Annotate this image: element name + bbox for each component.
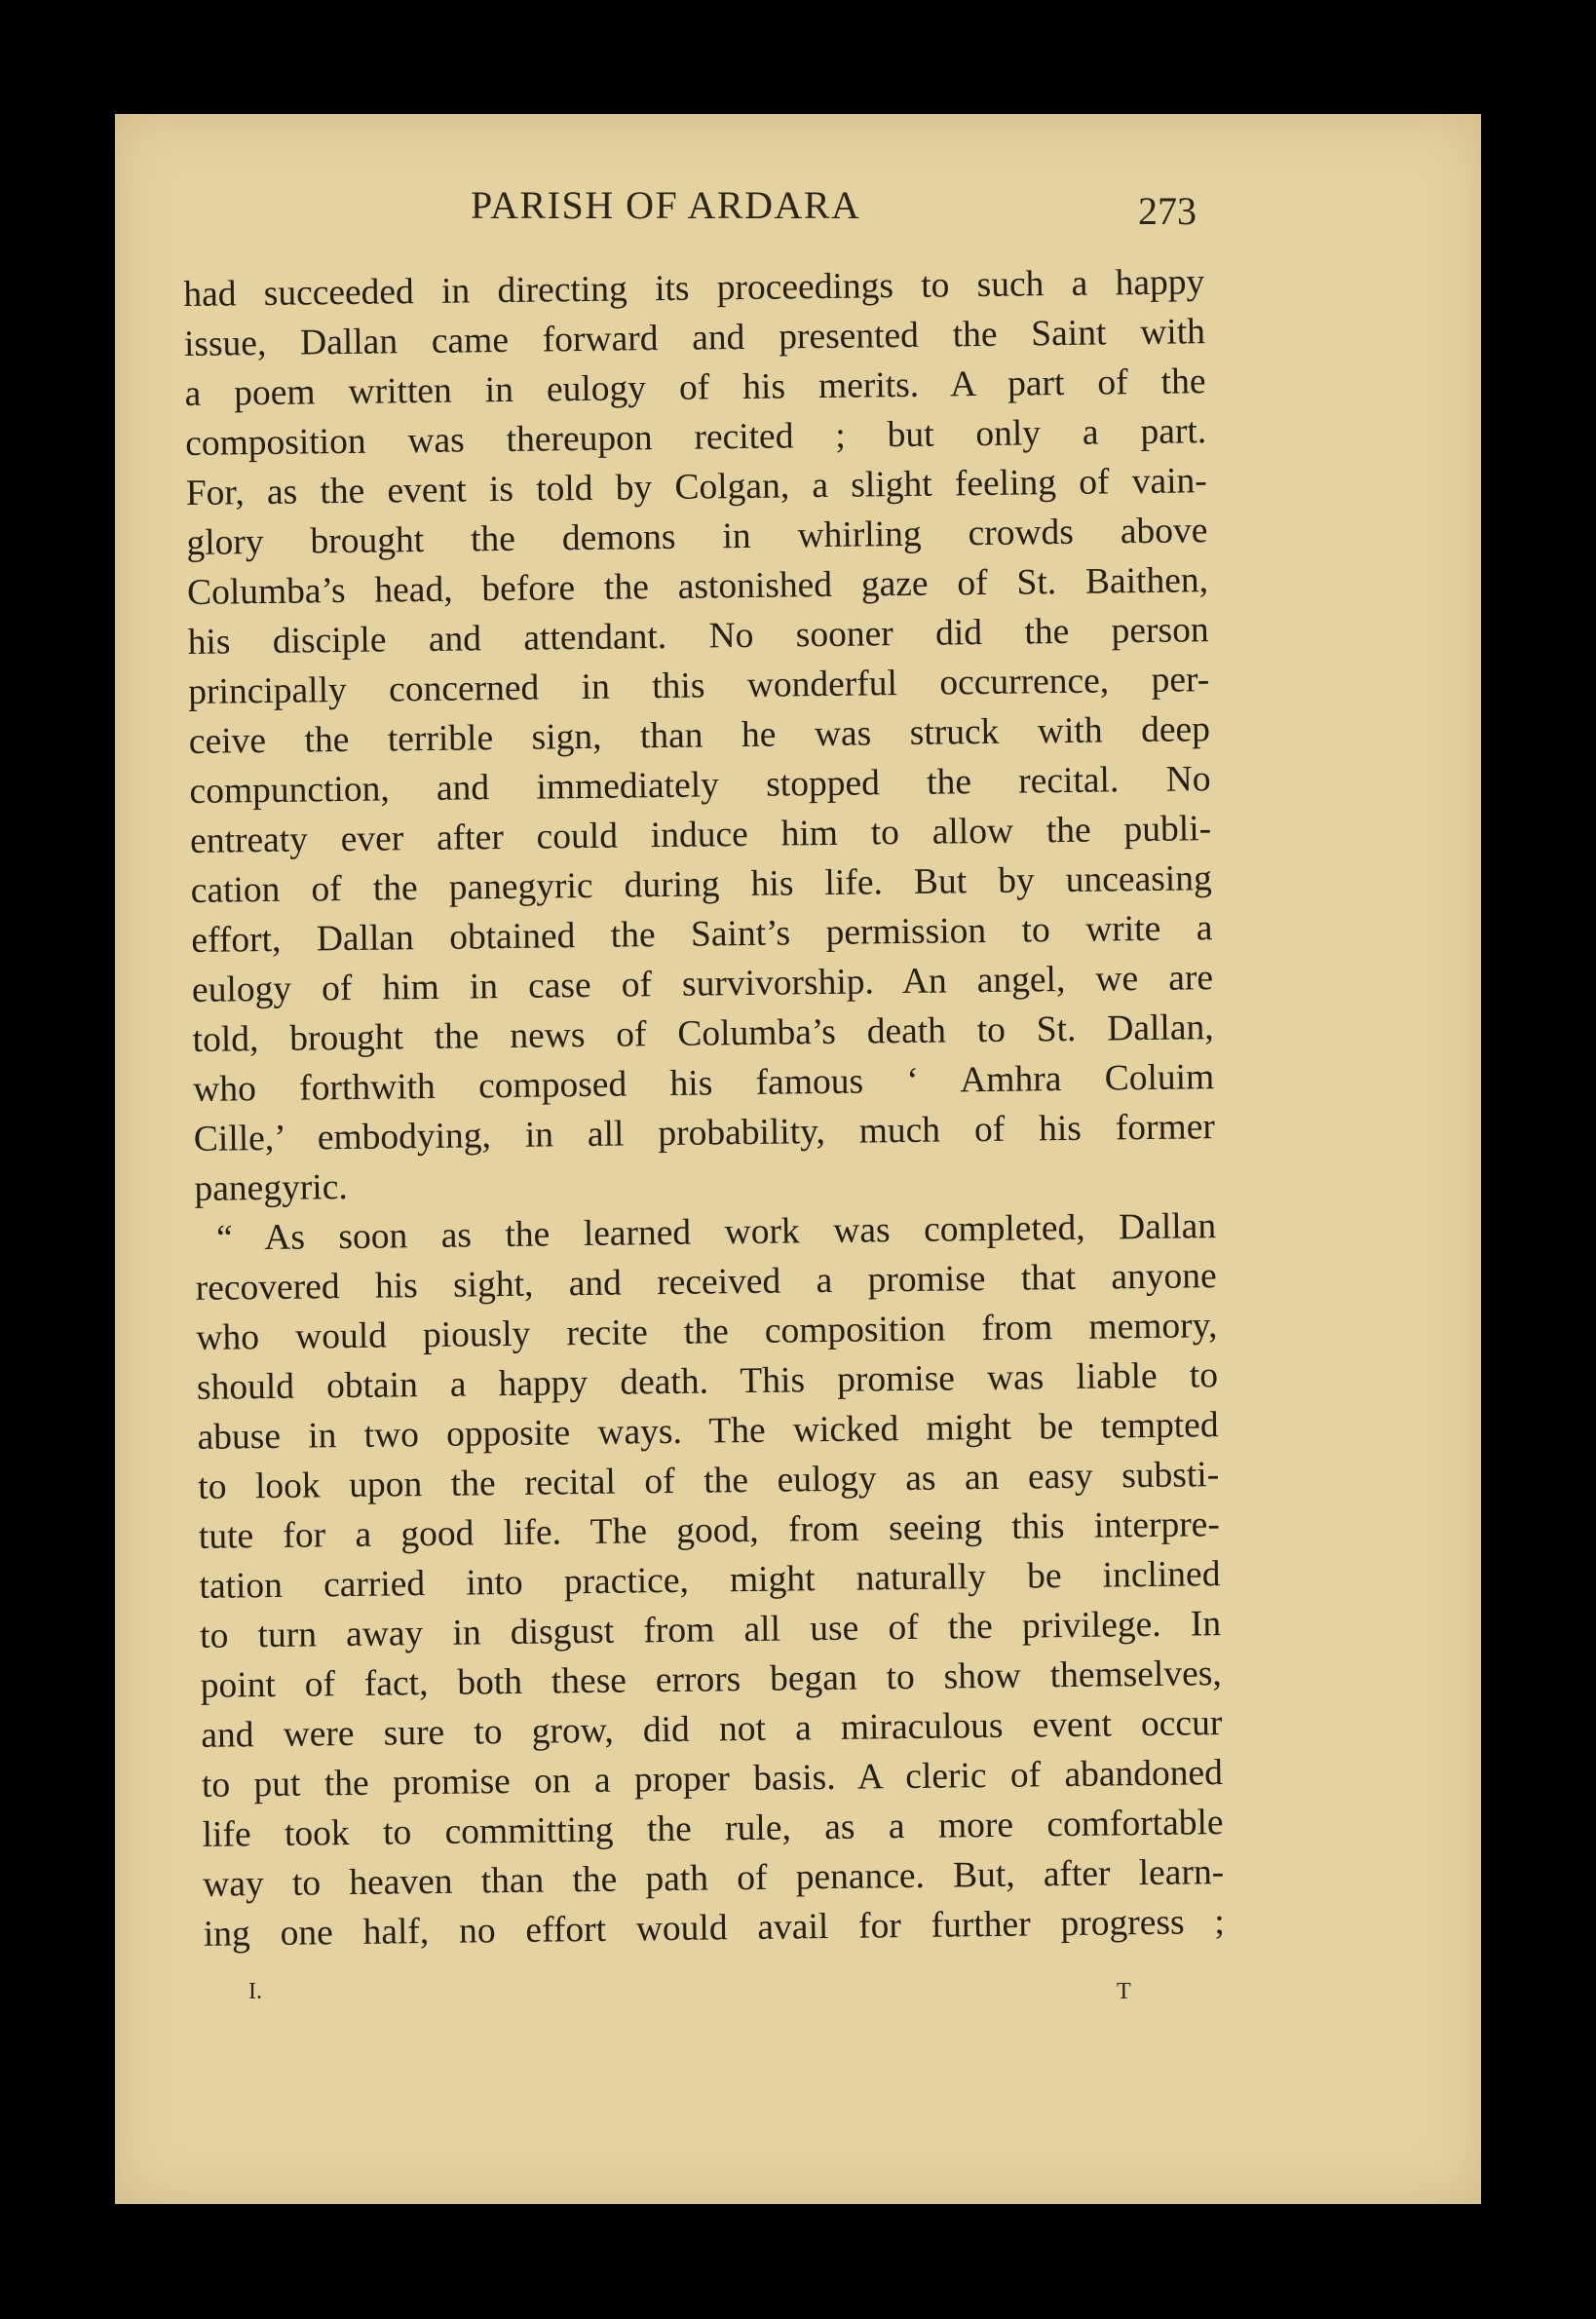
text-line: compunction, and immediately stopped the recital. No bbox=[189, 759, 1211, 812]
text-line: eulogy of him in case of survivorship. An angel, we are bbox=[191, 958, 1214, 1010]
text-line: tation carried into practice, might naturally be inclined bbox=[199, 1554, 1221, 1607]
text-line: “ As soon as the learned work was completed, Dallan bbox=[215, 1206, 1217, 1259]
text-line: abuse in two opposite ways. The wicked might be tempted bbox=[197, 1405, 1219, 1458]
text-line: recovered his sight, and received a promise that anyone bbox=[195, 1256, 1217, 1309]
text-line: should obtain a happy death. This promise was liable to bbox=[196, 1355, 1219, 1408]
page-header bbox=[115, 182, 1481, 241]
text-line: to turn away in disgust from all use of the privilege. In bbox=[199, 1604, 1222, 1656]
text-line: a poem written in eulogy of his merits. A part of the bbox=[184, 361, 1206, 414]
text-line: way to heaven than the path of penance. But, after learn- bbox=[202, 1852, 1225, 1905]
text-line: had succeeded in directing its proceedings to such a happy bbox=[183, 262, 1205, 315]
page-number: 273 bbox=[1138, 189, 1197, 233]
text-line: to look upon the recital of the eulogy as an easy substi- bbox=[198, 1455, 1220, 1507]
signature-mark-right: T bbox=[1117, 1979, 1131, 2004]
text-line: panegyric. bbox=[194, 1167, 348, 1209]
text-line: his disciple and attendant. No sooner did the person bbox=[187, 610, 1209, 663]
running-title: PARISH OF ARDARA bbox=[471, 183, 861, 227]
signature-mark-left: I. bbox=[248, 1979, 262, 2004]
text-line: issue, Dallan came forward and presented the Saint with bbox=[183, 312, 1206, 364]
text-line: and were sure to grow, did not a miraculous event occur bbox=[201, 1703, 1223, 1756]
text-line: who would piously recite the composition from memory, bbox=[196, 1306, 1218, 1358]
text-line: point of fact, both these errors began to show themselves, bbox=[200, 1654, 1222, 1706]
text-line: told, brought the news of Columba’s death to St. Dallan, bbox=[192, 1007, 1214, 1060]
text-line: tute for a good life. The good, from seeing this interpre- bbox=[198, 1504, 1221, 1557]
text-line: Columba’s head, before the astonished gaze of St. Baithen, bbox=[186, 560, 1209, 613]
text-line: to put the promise on a proper basis. A cleric of abandoned bbox=[201, 1753, 1224, 1806]
text-line: composition was thereupon recited ; but only a part. bbox=[184, 411, 1207, 464]
body-text bbox=[183, 257, 1225, 1959]
text-line: glory brought the demons in whirling crowds above bbox=[186, 511, 1208, 563]
text-line: effort, Dallan obtained the Saint’s permission to write a bbox=[191, 908, 1213, 961]
text-line: Cille,’ embodying, in all probability, much of his former bbox=[193, 1107, 1216, 1160]
text-line: entreaty ever after could induce him to allow the publi- bbox=[189, 809, 1212, 861]
text-line: ing one half, no effort would avail for further progress ; bbox=[203, 1902, 1226, 1955]
text-line: For, as the event is told by Colgan, a slight feeling of vain- bbox=[185, 461, 1207, 513]
text-line: principally concerned in this wonderful occurrence, per- bbox=[188, 660, 1210, 712]
text-line: life took to committing the rule, as a more comfortable bbox=[202, 1803, 1224, 1855]
text-line: cation of the panegyric during his life. But by unceasing bbox=[190, 858, 1212, 911]
text-line: who forthwith composed his famous ‘ Amhra Coluim bbox=[193, 1057, 1215, 1110]
book-page bbox=[115, 114, 1481, 2204]
text-line: ceive the terrible sign, than he was struck with deep bbox=[188, 709, 1211, 762]
